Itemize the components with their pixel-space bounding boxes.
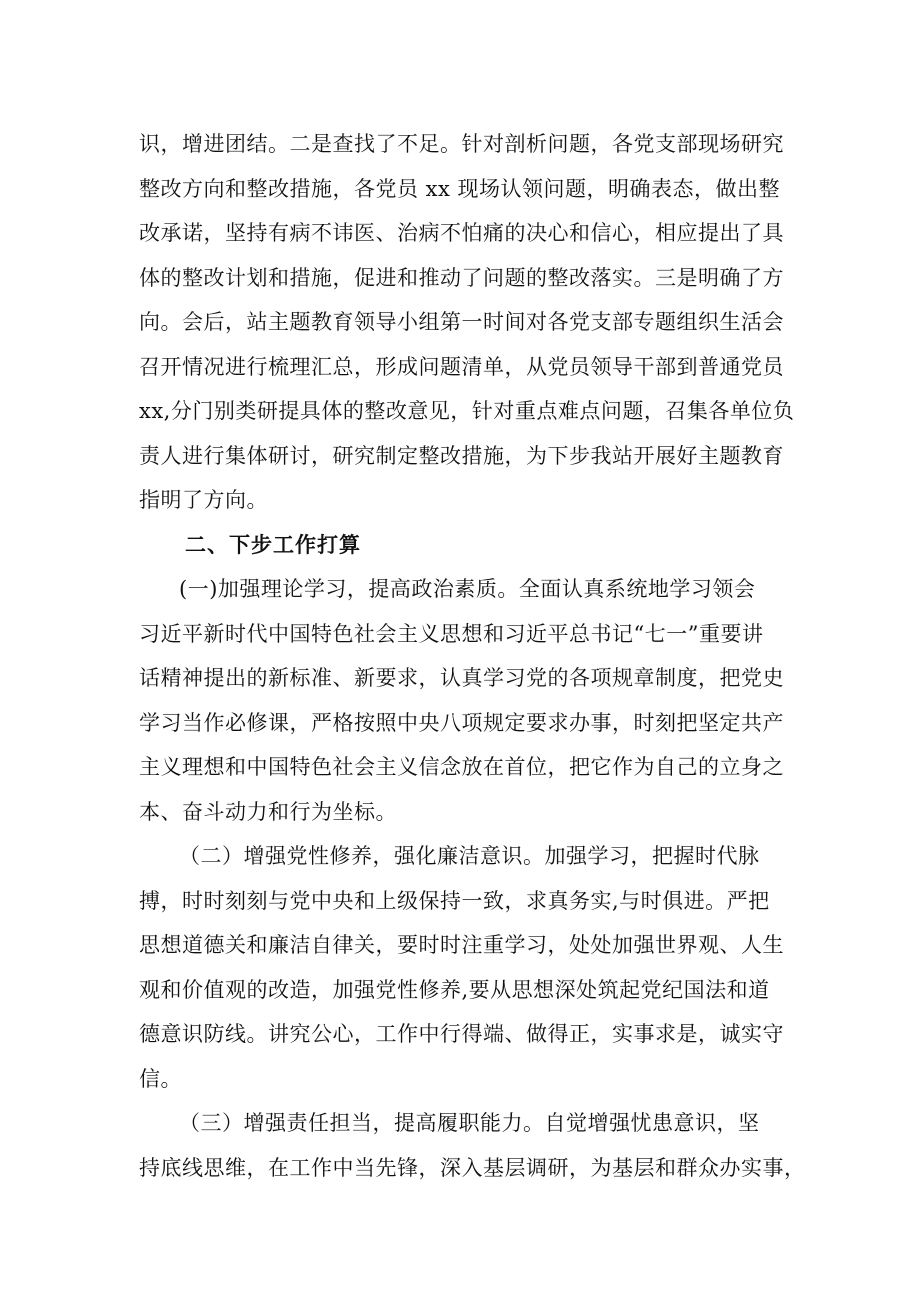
text-line: （三）增强责任担当，提高履职能力。自觉增强忧患意识，坚 [179,1111,760,1135]
text-line: 主义理想和中国特色社会主义信念放在首位，把它作为自己的立身之 [139,755,784,779]
text-line: 体的整改计划和措施，促进和推动了问题的整改落实。三是明确了方 [139,265,784,290]
section-heading: 二、下步工作打算 [185,532,361,557]
text-line: 改承诺，坚持有病不讳医、治病不怕痛的决心和信心，相应提出了具 [139,221,784,245]
paragraph-party-spirit [139,834,784,1101]
text-line: 召开情况进行梳理汇总，形成问题清单，从党员领导干部到普通党员 [139,354,784,379]
paragraph-continued [139,122,795,523]
paragraph-theory-study [139,567,784,834]
paragraph-responsibility [139,1101,806,1190]
text-line: 话精神提出的新标准、新要求，认真学习党的各项规章制度，把党史 [139,666,784,690]
text-line: (一)加强理论学习，提高政治素质。全面认真系统地学习领会 [179,577,756,601]
text-line: 识，增进团结。二是查找了不足。针对剖析问题，各党支部现场研究 [139,132,784,156]
document-body [139,122,806,1190]
text-line: （二）增强党性修养，强化廉洁意识。加强学习，把握时代脉 [179,844,760,868]
text-line: 观和价值观的改造，加强党性修养,要从思想深处筑起党纪国法和道 [139,977,770,1002]
text-line: 整改方向和整改措施，各党员 xx 现场认领问题，明确表态，做出整 [139,176,781,201]
text-line: 思想道德关和廉洁自律关，要时时注重学习，处处加强世界观、人生 [139,933,784,957]
text-line: 责人进行集体研讨，研究制定整改措施，为下步我站开展好主题教育 [139,443,784,468]
text-line: xx,分门别类研提具体的整改意见，针对重点难点问题，召集各单位负 [139,399,795,423]
text-line: 搏，时时刻刻与党中央和上级保持一致，求真务实,与时俱进。严把 [139,888,770,913]
text-line: 德意识防线。讲究公心，工作中行得端、做得正，实事求是，诚实守 [139,1022,784,1046]
text-line: 习近平新时代中国特色社会主义思想和习近平总书记“七一”重要讲 [139,621,764,646]
text-line: 向。会后，站主题教育领导小组第一时间对各党支部专题组织生活会 [139,310,784,334]
text-line: 指明了方向。 [139,488,268,512]
text-line: 持底线思维，在工作中当先锋，深入基层调研，为基层和群众办实事， [139,1155,806,1180]
text-line: 本、奋斗动力和行为坐标。 [139,799,397,824]
text-line: 信。 [139,1066,182,1091]
text-line: 学习当作必修课，严格按照中央八项规定要求办事，时刻把坚定共产 [139,710,784,735]
